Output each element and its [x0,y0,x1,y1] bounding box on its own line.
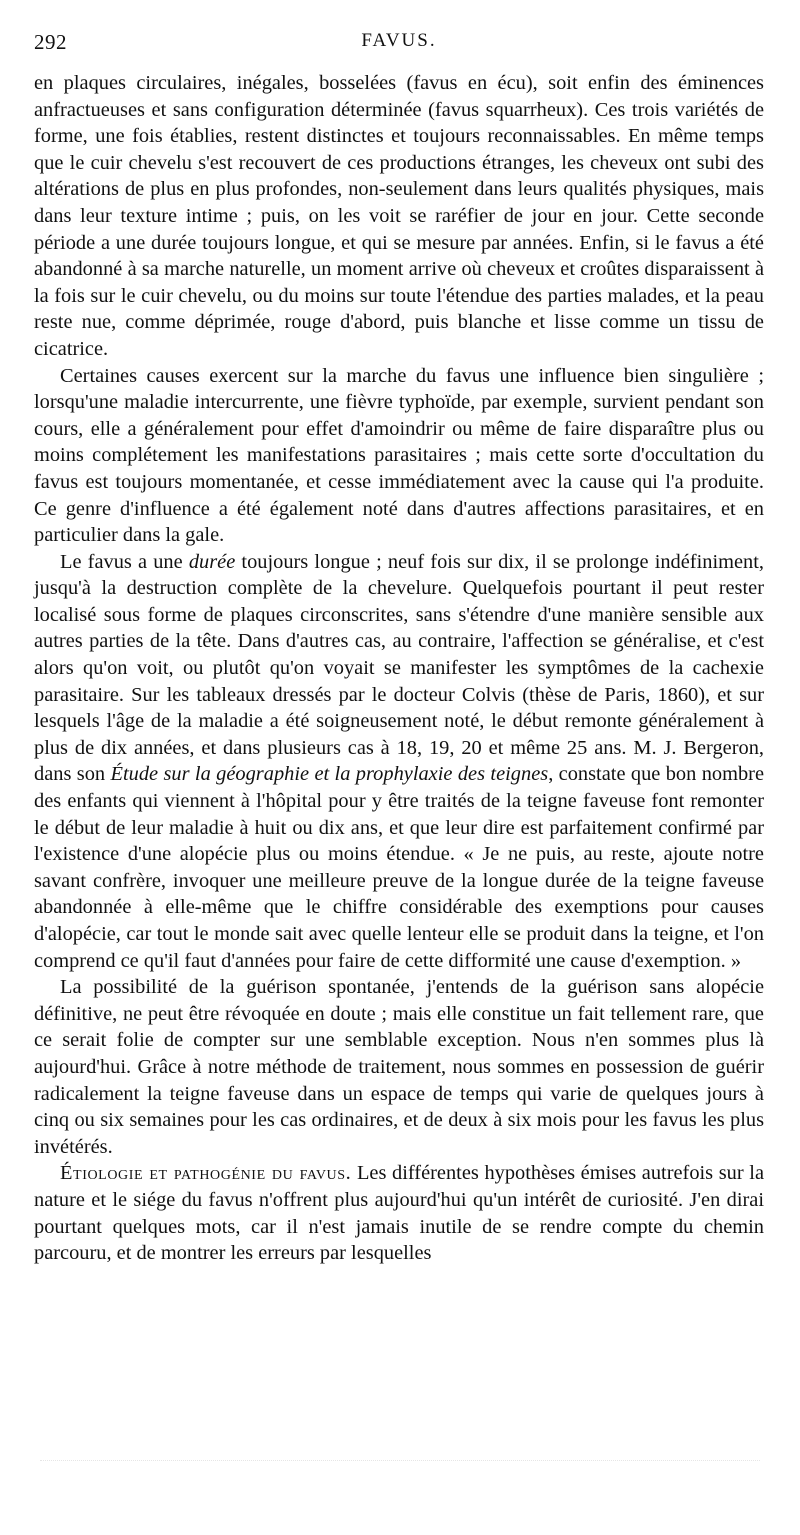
scan-artifact [40,1460,760,1501]
paragraph-3-middle: toujours longue ; neuf fois sur dix, il se prolonge indéfiniment, jusqu'à la destruction complète de la chevelure. Quelquefois pourtant il peut rester localisé sous forme de plaques circonscrites, sans s'étendre d'une manière sensible aux autres parties de la tête. Dans d'autres cas, au contraire, l'affection se généralise, et c'est alors qu'on voit, ou plutôt qu'on voyait se manifester les symptômes de la cachexie parasitaire. Sur les tableaux dressés par le docteur Colvis (thèse de Paris, 1860), et sur lesquels l'âge de la maladie a été soigneusement noté, le début remonte généralement à plus de dix années, et dans plusieurs cas à 18, 19, 20 et même 25 ans. M. J. Bergeron, dans son [34,550,764,786]
paragraph-3-start: Le favus a une [60,550,189,573]
italic-book-title: Étude sur la géographie et la prophylaxie des teignes [110,763,549,786]
paragraph-4: La possibilité de la guérison spontanée, j'entends de la guérison sans alopécie définitive, ne peut être révoquée en doute ; mais elle constitue un fait tellement rare, que ce serait folie de compter sur une semblable exception. Nous n'en sommes plus là aujourd'hui. Grâce à notre méthode de traitement, nous sommes en possession de guérir radicalement la teigne faveuse dans un espace de temps qui varie de quelques jours à cinq ou six semaines pour les cas ordinaires, et de deux à six mois pour les favus les plus invétérés. [34,976,764,1158]
body-text [34,70,764,1267]
paragraph-3-end: , constate que bon nombre des enfants qui viennent à l'hôpital pour y être traités de la teigne faveuse font remonter le début de leur maladie à huit ou dix ans, et que leur dire est parfaitement confirmé par l'existence d'une alopécie plus ou moins étendue. « Je ne puis, au reste, ajoute notre savant confrère, invoquer une meilleure preuve de la longue durée de la teigne faveuse abandonnée à elle-même que le chiffre considérable des exemptions pour causes d'alopécie, car tout le monde sait avec quelle lenteur elle se produit dans la teigne, et l'on comprend ce qu'il faut d'années pour faire de cette difformité une cause d'exemption. » [34,763,764,972]
paragraph-5 [34,1160,764,1266]
page-number: 292 [34,30,67,54]
paragraph-2: Certaines causes exercent sur la marche du favus une influence bien singulière ; lorsqu'une maladie intercurrente, une fièvre typhoïde, par exemple, survient pendant son cours, elle a généralement pour effet d'amoindrir ou même de faire disparaître plus ou moins complétement les manifestations parasitaires ; mais cette sorte d'occultation du favus est toujours momentanée, et cesse immédiatement avec la cause qui l'a produite. Ce genre d'influence a été également noté dans d'autres affections parasitaires, et en particulier dans la gale. [34,364,764,547]
page-header [34,30,764,56]
paragraph-3 [34,549,764,975]
running-head: FAVUS. [361,30,437,51]
section-heading: Étiologie et pathogénie du favus. [60,1162,352,1185]
paragraph-1: en plaques circulaires, inégales, bosselées (favus en écu), soit enfin des éminences anfractueuses et sans configuration déterminée (favus squarrheux). Ces trois variétés de forme, une fois établies, restent distinctes et toujours reconnaissables. En même temps que le cuir chevelu s'est recouvert de ces productions étranges, les cheveux ont subi des altérations de plus en plus profondes, non-seulement dans leurs qualités physiques, mais dans leur texture intime ; puis, on les voit se raréfier de jour en jour. Cette seconde période a une durée toujours longue, et qui se mesure par années. Enfin, si le favus a été abandonné à sa marche naturelle, un moment arrive où cheveux et croûtes disparaissent à la fois sur le cuir chevelu, ou du moins sur toute l'étendue des parties malades, et la peau reste nue, comme déprimée, rouge d'abord, puis blanche et lisse comme un tissu de cicatrice. [34,72,764,360]
paragraph-5-text: Les différentes hypothèses émises autrefois sur la nature et le siége du favus n'offrent plus aujourd'hui qu'un intérêt de curiosité. J'en dirai pourtant quelques mots, car il n'est jamais inutile de se rendre compte du chemin parcouru, et de montrer les erreurs par lesquelles [34,1162,764,1265]
italic-term-duree: durée [188,550,236,573]
